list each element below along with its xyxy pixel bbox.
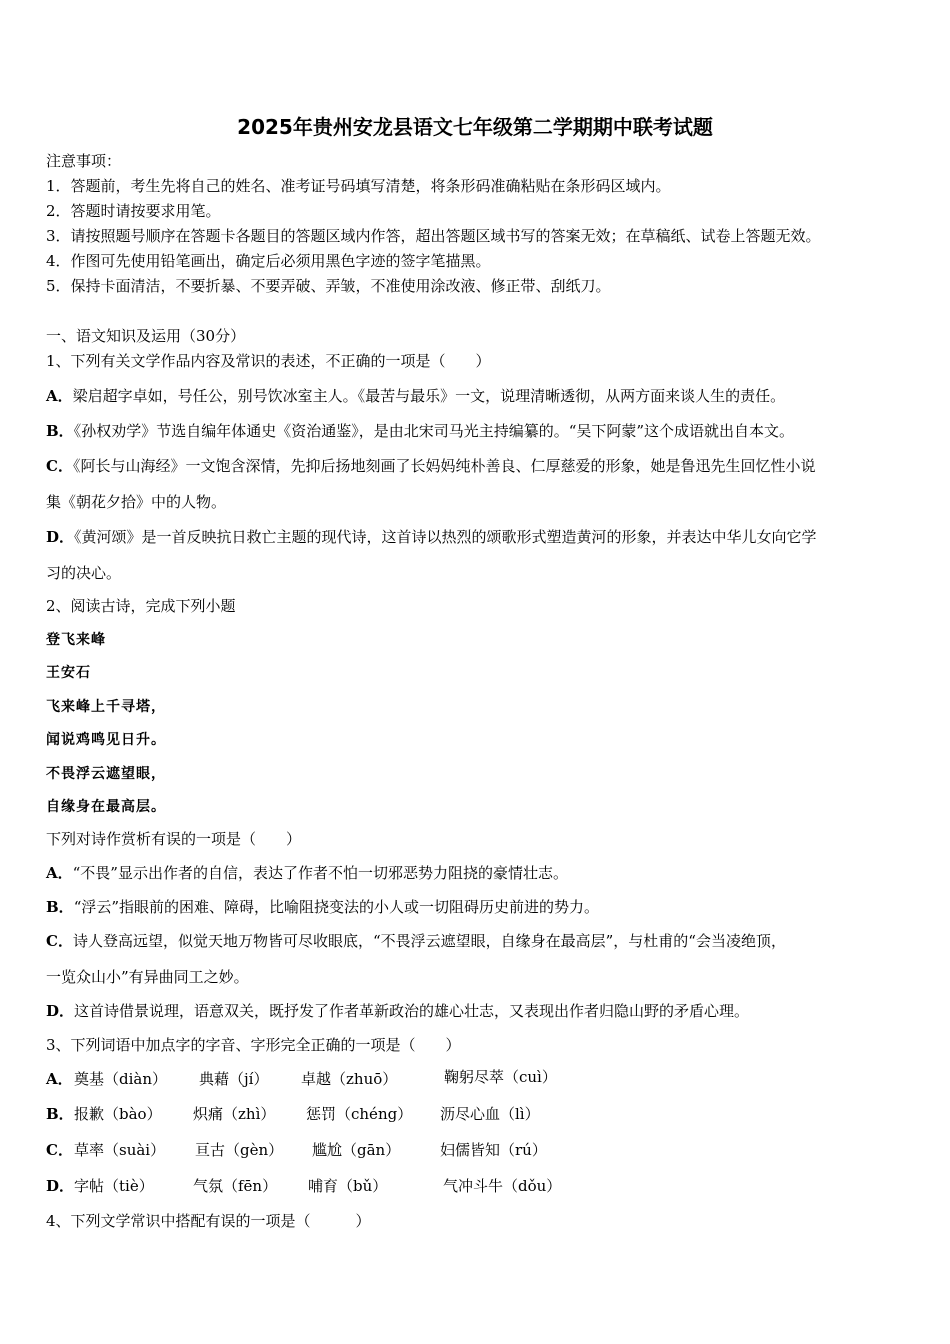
question-stem: 2、阅读古诗，完成下列小题: [46, 597, 236, 615]
notice-item: 1．答题前，考生先将自己的姓名、准考证号码填写清楚，将条形码准确粘贴在条形码区域内。: [46, 177, 671, 195]
word-item: 鞠躬尽萃（cuì）: [444, 1068, 557, 1086]
option-label: A．: [46, 864, 73, 882]
poem-line: 飞来峰上千寻塔，: [46, 699, 166, 715]
word-item: 沥尽心血（lì）: [440, 1105, 540, 1123]
word-item: 卓越（zhuō）: [301, 1070, 398, 1088]
word-item: 草率（suài）: [74, 1141, 166, 1159]
word-item: 妇儒皆知（rú）: [440, 1141, 547, 1159]
option-b: [46, 421, 794, 441]
option-text: 梁启超字卓如，号任公，别号饮冰室主人。《最苦与最乐》一文，说理清晰透彻，从两方面来谈人生的责任。: [72, 387, 786, 405]
option-text: 《黄河颂》是一首反映抗日救亡主题的现代诗，这首诗以热烈的颂歌形式塑造黄河的形象，并表达中华儿女向它学: [74, 528, 817, 546]
option-c: [46, 931, 786, 951]
poem-line: 不畏浮云遮望眼，: [46, 766, 166, 782]
option-label: D．: [46, 1002, 75, 1020]
notice-item: 3．请按照题号顺序在答题卡各题目的答题区域内作答，超出答题区域书写的答案无效；在草稿纸、试卷上答题无效。: [46, 227, 821, 245]
sub-question-stem: 下列对诗作赏析有误的一项是（ ）: [46, 830, 302, 848]
word-item: 尴尬（gān）: [312, 1141, 401, 1159]
notice-item: 5．保持卡面清洁，不要折暴、不要弄破、弄皱，不准使用涂改液、修正带、刮纸刀。: [46, 277, 611, 295]
word-item: 气冲斗牛（dǒu）: [443, 1177, 562, 1195]
option-b: [46, 897, 599, 917]
word-item: 报歉（bào）: [74, 1105, 162, 1123]
option-text: 《阿长与山海经》一文饱含深情，先抑后扬地刻画了长妈妈纯朴善良、仁厚慈爱的形象，她是鲁迅先生回忆性小说: [72, 457, 816, 475]
option-c-continued: 一览众山小”有异曲同工之妙。: [46, 968, 249, 986]
word-item: 奠基（diàn）: [74, 1070, 168, 1088]
option-d: [46, 527, 817, 547]
option-label: C．: [46, 1141, 73, 1159]
poem-line: 自缘身在最高层。: [46, 799, 166, 815]
word-item: 字帖（tiè）: [74, 1177, 154, 1195]
option-label: C．: [46, 457, 73, 475]
question-stem: 3、下列词语中加点字的字音、字形完全正确的一项是（ ）: [46, 1036, 461, 1054]
word-item: 惩罚（chéng）: [306, 1105, 413, 1123]
option-label: A．: [46, 1070, 73, 1088]
poem-title: 登飞来峰: [46, 632, 106, 648]
word-item: 哺育（bǔ）: [308, 1177, 388, 1195]
option-text: 这首诗借景说理，语意双关，既抒发了作者革新政治的雄心壮志，又表现出作者归隐山野的矛盾心理。: [74, 1002, 750, 1020]
section-heading: 一、语文知识及运用（30分）: [46, 327, 246, 345]
word-item: 气氛（fēn）: [193, 1177, 278, 1195]
option-text: 《孙权劝学》节选自编年体通史《资治通鉴》，是由北宋司马光主持编纂的。“吴下阿蒙”这个成语就出自本文。: [73, 422, 795, 440]
option-label: A．: [46, 387, 73, 405]
question-stem: 4、下列文学常识中搭配有误的一项是（ ）: [46, 1212, 371, 1230]
option-label: B．: [46, 422, 74, 440]
option-label: D．: [46, 1177, 75, 1195]
notice-item: 4．作图可先使用铅笔画出，确定后必须用黑色字迹的签字笔描黑。: [46, 252, 491, 270]
question-stem: 1、下列有关文学作品内容及常识的表述，不正确的一项是（ ）: [46, 352, 491, 370]
option-text: 诗人登高远望，似觉天地万物皆可尽收眼底，“不畏浮云遮望眼，自缘身在最高层”，与杜甫的“会当凌绝顶，: [72, 932, 786, 950]
notice-item: 2．答题时请按要求用笔。: [46, 202, 221, 220]
option-c-continued: 集《朝花夕拾》中的人物。: [46, 493, 227, 511]
option-text: “浮云”指眼前的困难、障碍，比喻阻挠变法的小人或一切阻碍历史前进的势力。: [73, 898, 600, 916]
option-a: [46, 386, 785, 406]
word-item: 亘古（gèn）: [195, 1141, 284, 1159]
word-item: 典藉（jí）: [199, 1070, 269, 1088]
option-label: B．: [46, 1105, 74, 1123]
option-a: [46, 863, 568, 883]
poem-line: 闻说鸡鸣见日升。: [46, 732, 166, 748]
option-label: C．: [46, 932, 73, 950]
word-item: 炽痛（zhì）: [193, 1105, 276, 1123]
page-title: 2025年贵州安龙县语文七年级第二学期期中联考试题: [237, 115, 713, 139]
poem-author: 王安石: [46, 665, 91, 681]
option-label: D．: [46, 528, 75, 546]
option-d-continued: 习的决心。: [46, 564, 122, 582]
option-d: [46, 1001, 749, 1021]
option-text: “不畏”显示出作者的自信，表达了作者不怕一切邪恶势力阻挠的豪情壮志。: [72, 864, 568, 882]
option-c: [46, 456, 815, 476]
option-label: B．: [46, 898, 74, 916]
notice-heading: 注意事项：: [46, 152, 122, 170]
